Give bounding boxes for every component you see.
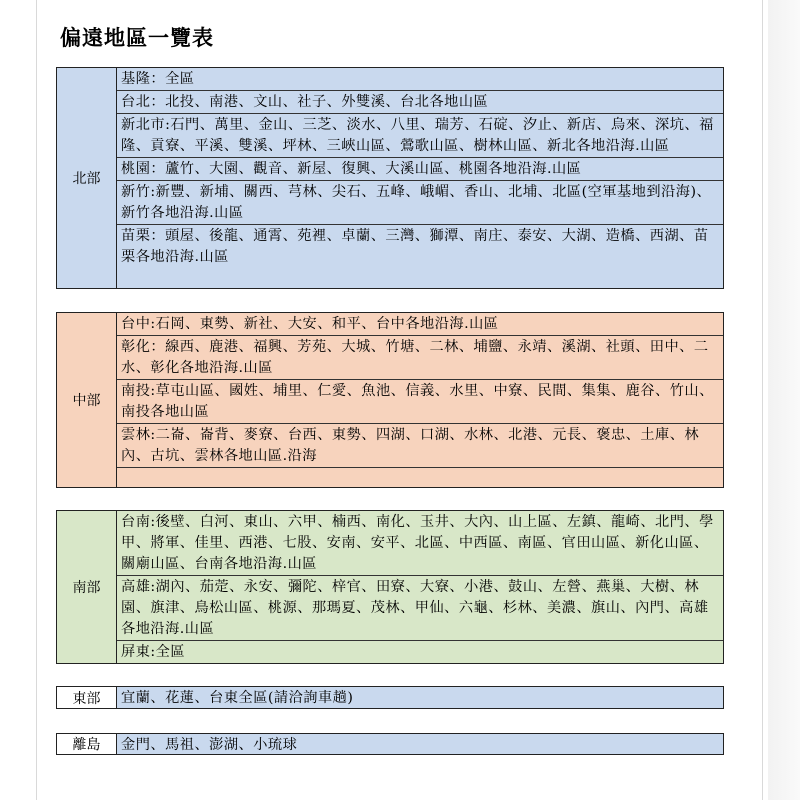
region-name: 中部 — [57, 313, 117, 487]
area-row: 彰化：線西、鹿港、福興、芳苑、大城、竹塘、二林、埔鹽、永靖、溪湖、社頭、田中、二水、彰化各地沿海.山區 — [117, 336, 723, 380]
area-row: 高雄:湖內、茄萣、永安、彌陀、梓官、田寮、大寮、小港、鼓山、左營、燕巢、大樹、林園、旗津、鳥松山區、桃源、那瑪夏、茂林、甲仙、六龜、杉林、美濃、旗山、內門、高雄各地沿海.山區 — [117, 576, 723, 641]
page-title: 偏遠地區一覽表 — [60, 26, 214, 50]
region-name: 北部 — [57, 68, 117, 288]
area-row: 新竹:新豐、新埔、關西、芎林、尖石、五峰、峨嵋、香山、北埔、北區(空軍基地到沿海)、新竹各地沿海.山區 — [117, 181, 723, 225]
page-edge-left — [36, 0, 37, 800]
area-row: 桃園：蘆竹、大園、觀音、新屋、復興、大溪山區、桃園各地沿海.山區 — [117, 158, 723, 181]
page-edge-right — [762, 0, 763, 800]
area-row: 基隆：全區 — [117, 68, 723, 91]
region-rows — [117, 68, 723, 288]
region-name: 南部 — [57, 511, 117, 663]
area-row: 雲林:二崙、崙背、麥寮、台西、東勢、四湖、口湖、水林、北港、元長、褒忠、土庫、林內、古坑、雲林各地山區.沿海 — [117, 424, 723, 468]
area-row: 台北：北投、南港、文山、社子、外雙溪、台北各地山區 — [117, 91, 723, 114]
page-shadow — [768, 0, 800, 800]
region-rows — [117, 734, 723, 754]
region-rows — [117, 511, 723, 663]
region-rows — [117, 687, 723, 708]
area-row: 新北市:石門、萬里、金山、三芝、淡水、八里、瑞芳、石碇、汐止、新店、烏來、深坑、福隆、貢寮、平溪、雙溪、坪林、三峽山區、鶯歌山區、樹林山區、新北各地沿海.山區 — [117, 114, 723, 158]
region-central-table — [56, 312, 724, 488]
area-row: 台中:石岡、東勢、新社、大安、和平、台中各地沿海.山區 — [117, 313, 723, 336]
region-north-table — [56, 67, 724, 289]
area-row: 金門、馬祖、澎湖、小琉球 — [121, 737, 298, 753]
area-row: 苗栗：頭屋、後龍、通霄、苑裡、卓蘭、三灣、獅潭、南庄、泰安、大湖、造橋、西湖、苗栗各地沿海.山區 — [121, 228, 709, 265]
area-row: 屏東:全區 — [121, 644, 186, 660]
area-row: 宜蘭、花蓮、台東全區(請洽詢車趟) — [121, 690, 354, 706]
region-east-table — [56, 686, 724, 709]
region-name: 東部 — [57, 687, 117, 708]
region-island-table — [56, 733, 724, 755]
empty-row — [117, 468, 723, 487]
area-row: 台南:後壁、白河、東山、六甲、楠西、南化、玉井、大內、山上區、左鎮、龍崎、北門、學甲、將軍、佳里、西港、七股、安南、安平、北區、中西區、南區、官田山區、新化山區、關廟山區、台南各地沿海.山區 — [117, 511, 723, 576]
area-row: 南投:草屯山區、國姓、埔里、仁愛、魚池、信義、水里、中寮、民間、集集、鹿谷、竹山、南投各地山區 — [117, 380, 723, 424]
region-name: 離島 — [57, 734, 117, 754]
region-south-table — [56, 510, 724, 664]
region-rows — [117, 313, 723, 487]
